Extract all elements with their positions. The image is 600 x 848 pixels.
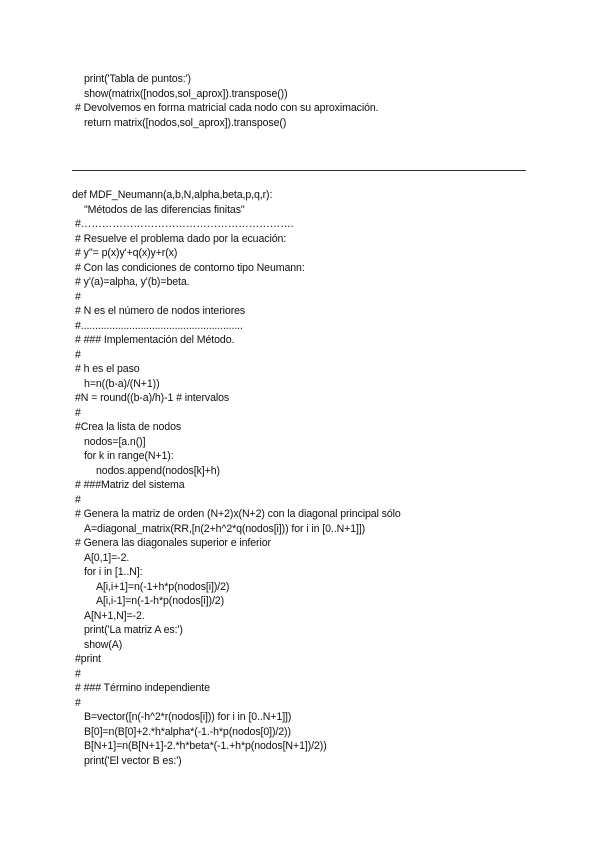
function-definition: def MDF_Neumann(a,b,N,alpha,beta,p,q,r): (72, 189, 273, 201)
comment-line: # Con las condiciones de contorno tipo Neumann: (75, 262, 305, 274)
docstring-line: "Métodos de las diferencias finitas" (84, 204, 245, 216)
code-line: A=diagonal_matrix(RR,[n(2+h^2*q(nodos[i])) for i in [0..N+1]]) (84, 523, 366, 535)
comment-line: # (75, 291, 81, 303)
comment-line: # Genera la matriz de orden (N+2)x(N+2) con la diagonal principal sólo (75, 508, 401, 520)
separator-rule (72, 170, 526, 171)
code-line: B[N+1]=n(B[N+1]-2.*h*beta*(-1.+h*p(nodos[N+1])/2)) (84, 740, 327, 752)
comment-line: # (75, 349, 81, 361)
code-line: print('La matriz A es:') (84, 624, 183, 636)
comment-line: # Resuelve el problema dado por la ecuación: (75, 233, 287, 245)
comment-line: # N es el número de nodos interiores (75, 305, 246, 317)
comment-line: # Genera las diagonales superior e inferior (75, 537, 271, 549)
code-line: nodos.append(nodos[k]+h) (96, 465, 220, 477)
code-line: print('Tabla de puntos:') (84, 73, 191, 85)
comment-line: # (75, 668, 81, 680)
comment-line: # y''= p(x)y'+q(x)y+r(x) (75, 247, 178, 259)
code-line: print('El vector B es:') (84, 755, 182, 767)
code-line: return matrix([nodos,sol_aprox]).transpose() (84, 117, 287, 129)
comment-line: # Devolvemos en forma matricial cada nodo con su aproximación. (75, 102, 379, 114)
comment-line: # (75, 697, 81, 709)
code-line: A[N+1,N]=-2. (84, 610, 145, 622)
comment-line: # ### Implementación del Método. (75, 334, 235, 346)
comment-line: #print (75, 653, 101, 665)
code-line: show(A) (84, 639, 123, 651)
code-line: B=vector([n(-h^2*r(nodos[i])) for i in [0..N+1]]) (84, 711, 292, 723)
comment-line: #Crea la lista de nodos (75, 421, 182, 433)
code-line: A[i,i-1]=n(-1-h*p(nodos[i])/2) (96, 595, 225, 607)
comment-line: #N = round((b-a)/h)-1 # intervalos (75, 392, 230, 404)
comment-line: # y'(a)=alpha, y'(b)=beta. (75, 276, 190, 288)
comment-line: # ### Término independiente (75, 682, 210, 694)
code-line: for k in range(N+1): (84, 450, 174, 462)
code-line: h=n((b-a)/(N+1)) (84, 378, 160, 390)
comment-line: # (75, 407, 81, 419)
code-line: for i in [1..N]: (84, 566, 143, 578)
code-line: A[i,i+1]=n(-1+h*p(nodos[i])/2) (96, 581, 230, 593)
comment-line: # (75, 494, 81, 506)
comment-line: # h es el paso (75, 363, 140, 375)
code-line: nodos=[a.n()] (84, 436, 146, 448)
comment-line: #......................................................... (75, 320, 243, 332)
code-line: show(matrix([nodos,sol_aprox]).transpose()) (84, 88, 288, 100)
code-line: A[0,1]=-2. (84, 552, 130, 564)
comment-line: #……………………………………………………. (75, 218, 294, 230)
comment-line: # ###Matriz del sistema (75, 479, 185, 491)
code-line: B[0]=n(B[0]+2.*h*alpha*(-1.-h*p(nodos[0])/2)) (84, 726, 291, 738)
